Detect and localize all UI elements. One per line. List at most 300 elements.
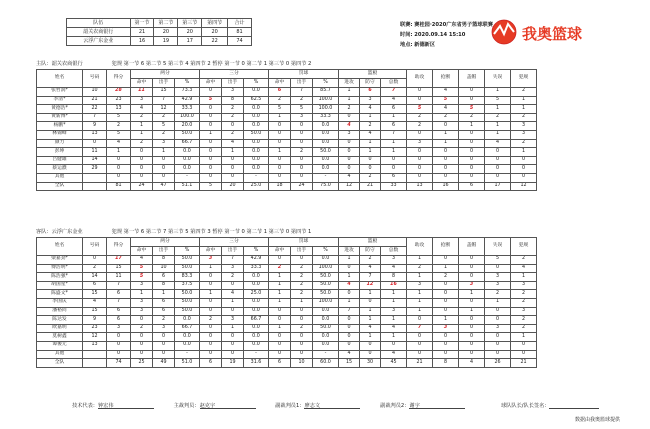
stat-cell: 19 [222, 359, 244, 368]
stat-cell: 1 [153, 290, 175, 299]
stat-cell: 0 [381, 156, 407, 165]
stat-cell: 15 [107, 264, 131, 273]
stat-cell: 0 [459, 273, 485, 282]
stat-cell: 0.0 [313, 122, 339, 131]
stat-cell: 5 [433, 96, 459, 105]
stat-cell: 0 [433, 281, 459, 290]
stat-cell: 0 [131, 333, 153, 342]
stat-cell: 2 [83, 264, 107, 273]
scoreboard-header: 第三节 [178, 19, 202, 28]
home-team-section [36, 60, 618, 191]
stat-cell: 3 [339, 130, 360, 139]
player-name: 其他 [37, 350, 83, 359]
scoreboard-cell: 74 [228, 37, 252, 46]
scoreboard-row [67, 28, 252, 37]
stat-cell: 0 [222, 165, 244, 174]
stat-cell: 100.0 [175, 113, 200, 122]
stat-cell: 9 [83, 316, 107, 325]
stat-cell: 0.0 [313, 316, 339, 325]
stat-cell: 0 [511, 165, 537, 174]
stat-cell: 1 [485, 88, 511, 97]
stat-cell: 0 [131, 350, 153, 359]
stat-cell: 20.0 [175, 122, 200, 131]
stat-cell: 0 [131, 148, 153, 157]
stat-cell [83, 359, 107, 368]
stat-cell: 100.0 [313, 96, 339, 105]
player-row [37, 264, 537, 273]
stat-cell [83, 182, 107, 191]
stat-cell: 11 [131, 88, 153, 97]
stats-subheader: 命中 [200, 79, 222, 88]
stat-cell: 0 [485, 333, 511, 342]
stat-cell: 50.0 [175, 298, 200, 307]
stats-subheader: 总数 [381, 79, 407, 88]
player-name: 欧嘉明 [37, 324, 83, 333]
stat-cell: 8 [153, 256, 175, 265]
stat-cell: 51.0 [175, 359, 200, 368]
stat-cell: 0.0 [244, 165, 269, 174]
stat-cell: 0 [407, 96, 433, 105]
svg-text:我奥篮球: 我奥篮球 [522, 25, 583, 43]
player-name: 陈达发 [37, 316, 83, 325]
stat-cell: 33.3 [313, 113, 339, 122]
stat-cell: 1 [459, 122, 485, 131]
game-info [400, 20, 493, 50]
competition-name: 联赛: 赛桂园·2020广东省男子篮球联赛 [400, 22, 493, 28]
stat-cell: - [175, 173, 200, 182]
stat-cell: 0 [433, 341, 459, 350]
stat-cell: 8 [433, 359, 459, 368]
stat-cell: 1 [381, 148, 407, 157]
stat-cell: 1 [360, 307, 381, 316]
stats-subheader: 出手 [222, 79, 244, 88]
stat-cell: 7 [83, 113, 107, 122]
stat-cell: 3 [511, 307, 537, 316]
stat-cell: 0 [407, 156, 433, 165]
stat-cell: 0 [269, 165, 291, 174]
stat-cell: 100.0 [313, 264, 339, 273]
stat-cell: 2 [131, 113, 153, 122]
stat-cell: 1 [222, 324, 244, 333]
stat-cell: 74 [107, 359, 131, 368]
stat-cell: 0 [459, 96, 485, 105]
stat-cell: 1 [459, 307, 485, 316]
stat-cell: 0 [407, 341, 433, 350]
stat-cell: 5 [200, 96, 222, 105]
stats-subheader: 防守 [360, 79, 381, 88]
stat-cell: 9 [83, 122, 107, 131]
stat-cell: 50.0 [175, 264, 200, 273]
player-name: 林锦峰 [37, 130, 83, 139]
player-row [37, 359, 537, 368]
stat-cell: 0 [485, 165, 511, 174]
stat-cell: 0 [339, 264, 360, 273]
stats-header: 盖帽 [459, 70, 485, 88]
stat-cell: 0 [200, 341, 222, 350]
stat-cell: 4 [339, 350, 360, 359]
stat-cell: 1 [407, 273, 433, 282]
stat-cell: 2 [511, 113, 537, 122]
stat-cell: 0.0 [313, 156, 339, 165]
scoreboard-row [67, 37, 252, 46]
stat-cell: 0.0 [244, 298, 269, 307]
stat-cell: 4 [360, 130, 381, 139]
stat-cell: 2 [407, 122, 433, 131]
stat-cell: 3 [485, 273, 511, 282]
stat-cell: 0 [381, 165, 407, 174]
stats-header: 罚球 [269, 70, 339, 79]
stat-cell: 2 [222, 130, 244, 139]
stat-cell: - [175, 350, 200, 359]
stat-cell: 4 [222, 139, 244, 148]
tech-rep-name: 钟宏伟 [98, 402, 154, 409]
stat-cell: 0 [511, 156, 537, 165]
away-fouls-timeouts: 犯规 第一节 6 第二节 7 第三节 5 第四节 3 暂停 第一节 0 第二节 1 第三节 0 第四节 1 [111, 229, 312, 235]
stat-cell: 0 [200, 281, 222, 290]
stat-cell: 4 [107, 139, 131, 148]
stat-cell: 0 [381, 341, 407, 350]
brand-logo [488, 12, 608, 54]
stat-cell: 0 [459, 324, 485, 333]
stat-cell: 24 [291, 182, 313, 191]
stat-cell: 3 [153, 139, 175, 148]
stat-cell: 6 [269, 88, 291, 97]
scoreboard-cell: 21 [130, 28, 154, 37]
stat-cell: 0 [339, 113, 360, 122]
player-name: 傅浩明* [37, 264, 83, 273]
stat-cell: 60.0 [313, 359, 339, 368]
stat-cell: 0 [222, 307, 244, 316]
player-name: 全队 [37, 359, 83, 368]
stat-cell: 0 [433, 256, 459, 265]
stat-cell: 0 [291, 122, 313, 131]
stat-cell: 0 [433, 307, 459, 316]
stat-cell: 3 [131, 281, 153, 290]
stat-cell: 0.0 [244, 341, 269, 350]
stats-subheader: % [175, 247, 200, 256]
stat-cell: 0 [339, 165, 360, 174]
stat-cell: 2 [200, 316, 222, 325]
stat-cell: 4 [381, 350, 407, 359]
stat-cell: 2 [511, 290, 537, 299]
stat-cell: 1 [433, 264, 459, 273]
stat-cell: 0 [200, 165, 222, 174]
stat-cell: 1 [339, 298, 360, 307]
stats-header: 失误 [485, 238, 511, 256]
stat-cell: 4 [360, 105, 381, 114]
stats-subheader: 命中 [269, 79, 291, 88]
stat-cell: 0 [153, 173, 175, 182]
stat-cell: 1 [360, 139, 381, 148]
stat-cell: 49 [153, 359, 175, 368]
stat-cell: 2 [291, 324, 313, 333]
stat-cell: 0 [485, 316, 511, 325]
stat-cell: 0.0 [313, 341, 339, 350]
stat-cell: 73.3 [175, 88, 200, 97]
stat-cell: 3 [433, 324, 459, 333]
scoreboard-cell: 云浮广东金业 [67, 37, 131, 46]
stat-cell: 0 [291, 316, 313, 325]
stat-cell: 0.0 [244, 273, 269, 282]
stat-cell: 1 [511, 105, 537, 114]
stat-cell: 2 [485, 113, 511, 122]
stat-cell: 3 [131, 96, 153, 105]
stat-cell: 6 [83, 281, 107, 290]
player-row [37, 139, 537, 148]
player-row [37, 148, 537, 157]
stat-cell: 0 [485, 350, 511, 359]
stat-cell: 6 [381, 122, 407, 131]
stat-cell: 12 [83, 333, 107, 342]
stat-cell: 3 [200, 256, 222, 265]
ref1-name: 廖志文 [304, 402, 360, 409]
player-row [37, 273, 537, 282]
stat-cell: 15 [339, 359, 360, 368]
stat-cell: 1 [269, 324, 291, 333]
captains-signature-line [549, 402, 599, 409]
stat-cell: 0 [269, 333, 291, 342]
stat-cell: 0 [222, 281, 244, 290]
stat-cell: 3 [222, 316, 244, 325]
stat-cell: 1 [339, 273, 360, 282]
stat-cell: 0.0 [244, 148, 269, 157]
stat-cell: 0 [291, 307, 313, 316]
stat-cell: 2 [511, 256, 537, 265]
stats-header: 三分 [200, 238, 269, 247]
stat-cell: 1 [153, 148, 175, 157]
stat-cell: 50.0 [244, 130, 269, 139]
stat-cell: 45 [381, 359, 407, 368]
stats-header: 篮板 [339, 70, 407, 79]
stat-cell: 3 [222, 88, 244, 97]
stat-cell: 5 [485, 256, 511, 265]
player-row [37, 256, 537, 265]
stat-cell: 3 [381, 307, 407, 316]
stat-cell: 5 [200, 182, 222, 191]
stat-cell: 1 [339, 96, 360, 105]
stats-header: 两分 [131, 238, 200, 247]
stat-cell: 12 [339, 182, 360, 191]
stat-cell: 0 [131, 341, 153, 350]
stat-cell: 0 [83, 139, 107, 148]
player-name: 其他 [37, 173, 83, 182]
player-name: 张哲润* [37, 88, 83, 97]
stat-cell: 0.0 [175, 156, 200, 165]
stat-cell: 0 [269, 341, 291, 350]
stats-subheader: % [313, 79, 339, 88]
stat-cell: 8 [153, 281, 175, 290]
stats-subheader: 出手 [153, 79, 175, 88]
stats-header: 三分 [200, 70, 269, 79]
away-team-section [36, 228, 618, 368]
scoreboard-header: 合计 [228, 19, 252, 28]
stat-cell: 15 [153, 88, 175, 97]
stat-cell: 0 [485, 341, 511, 350]
stat-cell: 0 [339, 316, 360, 325]
stats-header: 失误 [485, 70, 511, 88]
stat-cell: 2 [291, 290, 313, 299]
player-row [37, 130, 537, 139]
player-row [37, 122, 537, 131]
stat-cell: 4 [83, 298, 107, 307]
stats-subheader: 总数 [381, 247, 407, 256]
stat-cell: 5 [107, 130, 131, 139]
stat-cell: 2 [485, 290, 511, 299]
stat-cell: 2 [131, 139, 153, 148]
stat-cell: 100.0 [313, 105, 339, 114]
stat-cell: 14 [83, 156, 107, 165]
stat-cell: 0 [291, 139, 313, 148]
stat-cell: 6 [107, 307, 131, 316]
stat-cell: 1 [381, 298, 407, 307]
stat-cell: 5 [485, 96, 511, 105]
stat-cell: 1 [291, 298, 313, 307]
player-name: 全队 [37, 182, 83, 191]
stat-cell: 50.0 [313, 290, 339, 299]
stat-cell: 0 [222, 173, 244, 182]
player-row [37, 333, 537, 342]
stat-cell: 0.0 [244, 324, 269, 333]
stat-cell: 20 [222, 182, 244, 191]
stat-cell: 0 [407, 316, 433, 325]
stat-cell: 0.0 [244, 281, 269, 290]
stat-cell: 25.0 [244, 182, 269, 191]
player-name: 李国庆 [37, 298, 83, 307]
stat-cell: 21 [407, 359, 433, 368]
stat-cell [83, 350, 107, 359]
stat-cell: 0 [222, 350, 244, 359]
player-row [37, 316, 537, 325]
player-row [37, 182, 537, 191]
stat-cell: 3 [222, 264, 244, 273]
stat-cell: 2 [360, 256, 381, 265]
stat-cell: 0 [269, 256, 291, 265]
stat-cell: 24 [131, 182, 153, 191]
stat-cell: 0 [107, 173, 131, 182]
scoreboard-cell: 20 [202, 28, 228, 37]
stat-cell: 1 [269, 113, 291, 122]
stat-cell: 2 [291, 96, 313, 105]
stat-cell: 4 [360, 324, 381, 333]
stat-cell: 7 [107, 281, 131, 290]
stat-cell: 6 [153, 273, 175, 282]
scoreboard-header: 第一节 [130, 19, 154, 28]
player-row [37, 350, 537, 359]
stat-cell: 26 [485, 359, 511, 368]
stat-cell: 7 [107, 298, 131, 307]
stat-cell: 2 [511, 324, 537, 333]
player-name: 黄德浩* [37, 105, 83, 114]
player-name: 蔡运濮 [37, 165, 83, 174]
stat-cell: 0 [433, 350, 459, 359]
stat-cell: 3 [485, 324, 511, 333]
data-provider-note: 数据由我奥篮球提供 [574, 417, 620, 423]
stat-cell: 0 [131, 165, 153, 174]
scoreboard-cell: 19 [154, 37, 178, 46]
stat-cell: 0 [459, 148, 485, 157]
stat-cell: 28 [107, 88, 131, 97]
stat-cell: 0 [131, 316, 153, 325]
stat-cell: 7 [339, 307, 360, 316]
stat-cell: 50.0 [313, 273, 339, 282]
stat-cell: 0 [269, 139, 291, 148]
stat-cell: 1 [511, 96, 537, 105]
stat-cell: 5 [107, 113, 131, 122]
stat-cell: 0 [433, 156, 459, 165]
stat-cell: 50.0 [175, 130, 200, 139]
player-row [37, 113, 537, 122]
stat-cell: 0 [107, 156, 131, 165]
stats-header: 助攻 [407, 70, 433, 88]
stat-cell: 31.6 [244, 359, 269, 368]
stat-cell: - [244, 350, 269, 359]
stat-cell: 6 [200, 359, 222, 368]
stat-cell: 100.0 [313, 298, 339, 307]
stat-cell: 0.0 [244, 122, 269, 131]
scoreboard-cell: 81 [228, 28, 252, 37]
stat-cell: 0 [459, 130, 485, 139]
scoreboard-cell: 22 [202, 37, 228, 46]
stat-cell: 6 [107, 290, 131, 299]
player-row [37, 341, 537, 350]
stats-subheader: % [244, 79, 269, 88]
stat-cell: 18 [269, 182, 291, 191]
stat-cell: 4 [459, 359, 485, 368]
stat-cell: 50.0 [313, 148, 339, 157]
stat-cell: 17 [107, 256, 131, 265]
scoreboard-cell: 16 [130, 37, 154, 46]
stat-cell: 0 [269, 316, 291, 325]
stat-cell: 0 [291, 173, 313, 182]
stat-cell: 0 [200, 139, 222, 148]
stat-cell: 5 [153, 122, 175, 131]
stat-cell: 2 [360, 122, 381, 131]
stat-cell: 1 [269, 148, 291, 157]
stat-cell: 6 [153, 298, 175, 307]
stats-subheader: % [244, 247, 269, 256]
stat-cell: 2 [153, 113, 175, 122]
stats-subheader: 出手 [291, 247, 313, 256]
stats-header: 助攻 [407, 238, 433, 256]
player-name: 颜力 [37, 139, 83, 148]
stat-cell: - [244, 173, 269, 182]
home-team-label: 主队：韶关农商银行 [36, 61, 83, 67]
stat-cell: 7 [360, 273, 381, 282]
stat-cell: 1 [339, 256, 360, 265]
stat-cell: 6 [153, 307, 175, 316]
stats-header: 得分 [107, 70, 131, 88]
stat-cell: 2 [291, 264, 313, 273]
stat-cell: 1 [407, 256, 433, 265]
stat-cell: 2 [222, 113, 244, 122]
stat-cell: 0 [200, 333, 222, 342]
stat-cell: 5 [291, 105, 313, 114]
stat-cell: 75.0 [313, 182, 339, 191]
stat-cell: 33.3 [244, 264, 269, 273]
player-row [37, 173, 537, 182]
stat-cell: 16 [381, 281, 407, 290]
stat-cell: 0 [360, 298, 381, 307]
stat-cell: 0 [433, 333, 459, 342]
stats-subheader: 出手 [222, 247, 244, 256]
stat-cell: 0 [360, 350, 381, 359]
captains-signature-label: 球队队长/队长签名： [501, 403, 550, 409]
stat-cell: 0 [433, 165, 459, 174]
stat-cell: 4 [131, 256, 153, 265]
stat-cell: 8 [381, 273, 407, 282]
player-name: 杨鹏* [37, 122, 83, 131]
stat-cell: 33 [381, 182, 407, 191]
